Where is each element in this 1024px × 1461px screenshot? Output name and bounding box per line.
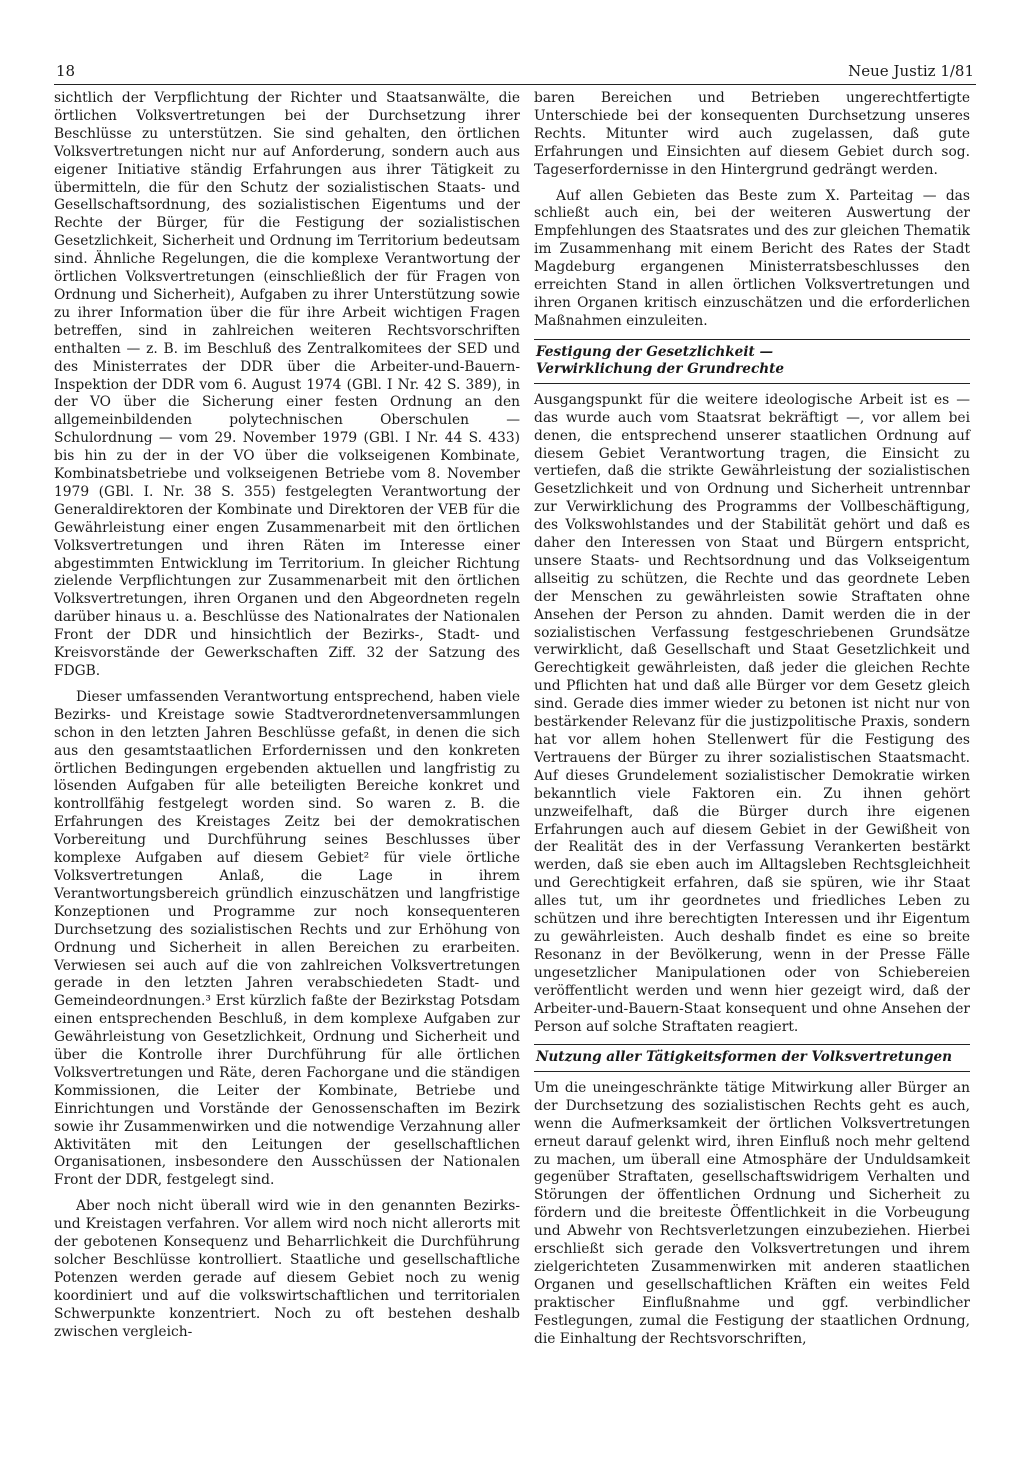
paragraph: baren Bereichen und Betrieben ungerechtfertigte Unterschiede bei der konsequenten Durchsetzung unseres Rechts. Mitunter wird auch zugelassen, daß gute Erfahrungen und Einsichten auf diesem Gebiet durch sog. Tageserfordernisse in den Hintergrund gedrängt werden.: [534, 90, 970, 178]
paragraph: sichtlich der Verpflichtung der Richter und Staatsanwälte, die örtlichen Volksvertretungen bei der Durchsetzung ihrer Beschlüsse zu unterstützen. Sie sind gehalten, den örtlichen Volksvertretungen nicht nur auf Anforderung, sondern auch aus eigener Initiative ständig Erfahrungen aus ihrer Tätigkeit zu übermitteln, die für den Schutz der sozialistischen Staats- und Gesellschaftsordnung, des sozialistischen Eigentums und der Rechte der Bürger, für die Festigung der sozialistischen Gesetzlichkeit, Sicherheit und Ordnung im Territorium bedeutsam sind. Ähnliche Regelungen, die die komplexe Verantwortung der örtlichen Volksvertretungen (einschließlich der für Fragen von Ordnung und Sicherheit), Aufgaben zu ihrer Unterstützung sowie zu ihrer Information über die für ihre Arbeit wichtigen Fragen betreffen, sind in zahlreichen weiteren Rechtsvorschriften enthalten — z. B. im Beschluß des Zentralkomitees der SED und des Ministerrates der DDR über die Arbeiter-und-Bauern-Inspektion der DDR vom 6. August 1974 (GBl. I Nr. 42 S. 389), in der VO über die Sicherung einer festen Ordnung an den allgemeinbildenden polytechnischen Oberschulen — Schulordnung — vom 29. November 1979 (GBl. I Nr. 44 S. 433) bis hin zu der in der VO über die volkseigenen Kombinate, Kombinatsbetriebe und volkseigenen Betriebe vom 8. November 1979 (GBl. I. Nr. 38 S. 355) festgelegten Verantwortung der Generaldirektoren der Kombinate und Direktoren der VEB für die Gewährleistung einer engen Zusammenarbeit mit den örtlichen Volksvertretungen und ihren Räten im Interesse einer abgestimmten Entwicklung im Territorium. In gleicher Richtung zielende Verpflichtungen zur Zusammenarbeit mit den örtlichen Volksvertretungen, ihren Organen und den Abgeordneten regeln darüber hinaus u. a. Beschlüsse des Nationalrates der Nationalen Front der DDR und hinsichtlich der Bezirks-, Stadt- und Kreisvorstände der Gewerkschaften Ziff. 32 der Satzung des FDGB.: [54, 90, 520, 679]
section-heading: Nutzung aller Tätigkeitsformen der Volksvertretungen: [536, 1049, 952, 1066]
section-heading: [534, 344, 970, 379]
section-rule: [534, 339, 970, 340]
paragraph: Um die uneingeschränkte tätige Mitwirkung aller Bürger an der Durchsetzung des sozialistischen Rechts geht es auch, wenn die Aufmerksamkeit der örtlichen Volksvertretungen erneut darauf gelenkt wird, ihren Einfluß noch mehr geltend zu machen, um überall eine Atmosphäre der Unduldsamkeit gegenüber Straftaten, gesellschaftswidrigem Verhalten und Störungen der öffentlichen Ordnung und Sicherheit zu fördern und die breiteste Öffentlichkeit in die Vorbeugung und Abwehr von Rechtsverletzungen einzubeziehen. Hierbei erschließt sich gerade den Volksvertretungen und ihrem zielgerichteten Zusammenwirken mit anderen staatlichen Organen und gesellschaftlichen Kräften ein weites Feld praktischer Einflußnahme und ggf. verbindlicher Festlegungen, zumal die Festigung der staatlichen Ordnung, die Einhaltung der Rechtsvorschriften,: [534, 1079, 970, 1347]
section-rule: [534, 1071, 970, 1072]
section-rule: [534, 1044, 970, 1045]
right-column: [534, 90, 970, 1349]
page-number: 18: [56, 62, 76, 80]
paragraph: Auf allen Gebieten das Beste zum X. Parteitag — das schließt auch ein, bei der weiteren Auswertung der Empfehlungen des Staatsrates und des zur gleichen Thematik im Zusammenhang mit einem Bericht des Rates der Stadt Magdeburg ergangenen Ministerratsbeschlusses den erreichten Stand in allen örtlichen Volksvertretungen und ihren Organen kritisch einzuschätzen und die erforderlichen Maßnahmen einzuleiten.: [534, 187, 970, 329]
paragraph: Ausgangspunkt für die weitere ideologische Arbeit ist es — das wurde auch vom Staatsrat bekräftigt —, vor allem bei denen, die entsprechend unserer staatlichen Ordnung auf diesem Gebiet Verantwortung tragen, die Einsicht zu vertiefen, daß die strikte Gewährleistung der sozialistischen Gesetzlichkeit und von Ordnung und Sicherheit untrennbar zur Verwirklichung des Programms der Vollbeschäftigung, des Volkswohlstandes und der Stabilität gehört und daß es daher den Interessen von Staat und Bürgern entspricht, unsere Staats- und Rechtsordnung und das Volkseigentum allseitig zu schützen, die Rechte und das geordnete Leben der Menschen zu gewährleisten sowie Straftaten ohne Ansehen der Person zu ahnden. Damit werden die in der sozialistischen Verfassung festgeschriebenen Grundsätze verwirklicht, daß Gesellschaft und Staat Gesetzlichkeit und Gerechtigkeit gewährleisten, daß jeder die gleichen Rechte und Pflichten hat und daß alle Bürger vor dem Gesetz gleich sind. Gerade dies immer wieder zu betonen ist nicht nur von bestärkender Relevanz für die justizpolitische Praxis, sondern hat vor allem hohen Stellenwert für die Festigung des Vertrauens der Bürger zu ihrer sozialistischen Staatsmacht. Auf dieses Grundelement sozialistischer Demokratie wirken bekanntlich viele Faktoren ein. Zu ihnen gehört unzweifelhaft, daß die Bürger durch ihre eigenen Erfahrungen auch auf diesem Gebiet in der Gewißheit von der Realität des in der Verfassung Verankerten bestärkt werden, daß sie eben auch im Alltagsleben Rechtsgleichheit und Gerechtigkeit erfahren, daß sie spüren, wie ihr Staat alles tut, um ihr geordnetes und friedliches Leben zu schützen und ihre berechtigten Interessen und ihr Eigentum zu gewährleisten. Auch deshalb findet es eine so breite Resonanz in der Bevölkerung, wenn in der Presse Fälle ungesetzlicher Manipulationen oder von Schiebereien veröffentlicht werden und wenn hier gezeigt wird, daß der Arbeiter-und-Bauern-Staat konsequent und ohne Ansehen der Person auf solche Straftaten reagiert.: [534, 391, 970, 1035]
section-rule: [534, 383, 970, 384]
paragraph: Aber noch nicht überall wird wie in den genannten Bezirks- und Kreistagen verfahren. Vor allem wird noch nicht allerorts mit der gebotenen Konsequenz und Beharrlichkeit die Durchführung solcher Beschlüsse kontrolliert. Staatliche und gesellschaftliche Potenzen werden gerade auf diesem Gebiet noch zu wenig koordiniert und auf die volkswirtschaftlichen und territorialen Schwerpunkte konzentriert. Noch zu oft bestehen deshalb zwischen vergleich-: [54, 1198, 520, 1340]
section-heading-line: Verwirklichung der Grundrechte: [536, 361, 785, 378]
page-header: [54, 60, 976, 85]
journal-title: Neue Justiz 1/81: [848, 62, 974, 80]
section-heading-line: Festigung der Gesetzlichkeit —: [536, 343, 774, 360]
paragraph: Dieser umfassenden Verantwortung entsprechend, haben viele Bezirks- und Kreistage sowie Stadtverordnetenversammlungen schon in den letzten Jahren Beschlüsse gefaßt, in denen die sich aus den gesamtstaatlichen Erfordernissen und den konkreten örtlichen Bedingungen ergebenden aktuellen und langfristig zu lösenden Aufgaben für alle beteiligten Bereiche konkret und kontrollfähig festgelegt worden sind. So waren z. B. die Erfahrungen des Kreistages Zeitz bei der demokratischen Vorbereitung und Durchführung seines Beschlusses über komplexe Aufgaben auf diesem Gebiet² für viele örtliche Volksvertretungen Anlaß, die Lage in ihrem Verantwortungsbereich gründlich einzuschätzen und langfristige Konzeptionen und Programme zur noch konsequenteren Durchsetzung des sozialistischen Rechts und zur Erhöhung von Ordnung und Sicherheit in allen Bereichen zu erarbeiten. Verwiesen sei auch auf die von zahlreichen Volksvertretungen gerade in den letzten Jahren verabschiedeten Stadt- und Gemeindeordnungen.³ Erst kürzlich faßte der Bezirkstag Potsdam einen entsprechenden Beschluß, in dem komplexe Aufgaben zur Gewährleistung von Gesetzlichkeit, Ordnung und Sicherheit und über die Kontrolle ihrer Durchführung für alle örtlichen Volksvertretungen und Räte, deren Fachorgane und die ständigen Kommissionen, die Leiter der Kombinate, Betriebe und Einrichtungen und Vorstände der Genossenschaften im Bezirk sowie ihr Zusammenwirken und die notwendige Verzahnung aller Aktivitäten mit den Leitungen der gesellschaftlichen Organisationen, insbesondere den Ausschüssen der Nationalen Front der DDR, festgelegt sind.: [54, 688, 520, 1189]
left-column: [54, 90, 520, 1342]
